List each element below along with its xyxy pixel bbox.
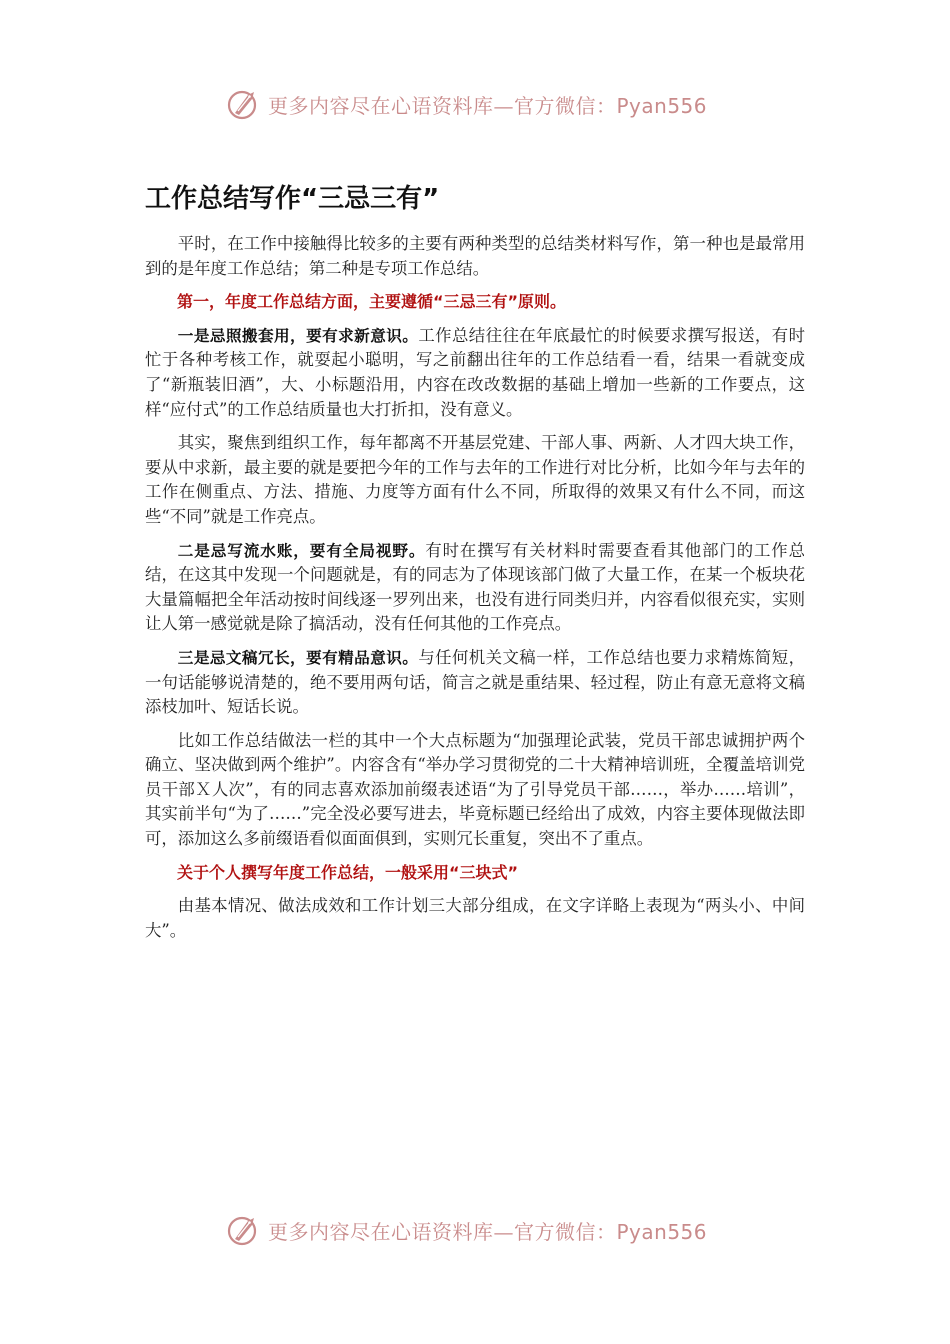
wechat-id: Pyan556 (616, 1219, 708, 1244)
rule-three-body: 与任何机关文稿一样，工作总结也要力求精炼简短，一句话能够说清楚的，绝不要用两句话，简言之就是重结果、轻过程，防止有意无意将文稿添枝加叶、短话长说。 (145, 647, 805, 717)
document-body (145, 232, 805, 952)
pen-nib-logo-icon (226, 86, 262, 122)
intro-paragraph: 平时，在工作中接触得比较多的主要有两种类型的总结类材料写作，第一种也是最常用到的是年度工作总结；第二种是专项工作总结。 (145, 234, 805, 278)
rule-one-body: 工作总结往往在年底最忙的时候要求撰写报送，有时忙于各种考核工作，就耍起小聪明，写之前翻出往年的工作总结看一看，结果一看就变成了“新瓶装旧酒”，大、小标题沿用，内容在改改数据的基础上增加一些新的工作要点，这样“应付式”的工作总结质量也大打折扣，没有意义。 (145, 325, 805, 419)
paragraph-example: 比如工作总结做法一栏的其中一个大点标题为“加强理论武装，党员干部忠诚拥护两个确立、坚决做到两个维护”。内容含有“举办学习贯彻党的二十大精神培训班，全覆盖培训党员干部Ｘ人次”，有的同志喜欢添加前缀表述语“为了引导党员干部……，举办……培训”，其实前半句“为了……”完全没必要写进去，毕竟标题已经给出了成效，内容主要体现做法即可，添加这么多前缀语看似面面俱到，实则冗长重复，突出不了重点。 (145, 730, 805, 849)
rule-one-lead: 一是忌照搬套用，要有求新意识。 (177, 326, 419, 345)
banner-label: 更多内容尽在心语资料库—官方微信： (268, 1219, 617, 1244)
paragraph-rule-one (145, 324, 805, 422)
document-title: 工作总结写作“三忌三有” (145, 184, 440, 214)
rule-three-lead: 三是忌文稿冗长，要有精品意识。 (177, 648, 419, 667)
banner-text (268, 90, 707, 119)
banner-label: 更多内容尽在心语资料库—官方微信： (268, 93, 617, 118)
paragraph-rule-two (145, 539, 805, 637)
pen-nib-logo-icon (226, 1212, 262, 1248)
section-heading-annual: 第一，年度工作总结方面，主要遵循“三忌三有”原则。 (177, 292, 567, 312)
section-heading-personal: 关于个人撰写年度工作总结，一般采用“三块式” (177, 862, 519, 882)
wechat-id: Pyan556 (616, 93, 708, 118)
paragraph-focus: 其实，聚焦到组织工作，每年都离不开基层党建、干部人事、两新、人才四大块工作，要从中求新，最主要的就是要把今年的工作与去年的工作进行对比分析，比如今年与去年的工作在侧重点、方法、措施、力度等方面有什么不同，所取得的效果又有什么不同，而这些“不同”就是工作亮点。 (145, 433, 805, 526)
banner-text (268, 1216, 707, 1245)
rule-two-body: 有时在撰写有关材料时需要查看其他部门的工作总结，在这其中发现一个问题就是，有的同志为了体现该部门做了大量工作，在某一个板块花大量篇幅把全年活动按时间线逐一罗列出来，也没有进行同类归并，内容看似很充实，实则让人第一感觉就是除了搞活动，没有任何其他的工作亮点。 (145, 540, 805, 634)
footer-watermark-banner (226, 1212, 746, 1248)
paragraph-three-blocks: 由基本情况、做法成效和工作计划三大部分组成，在文字详略上表现为“两头小、中间大”。 (145, 896, 805, 940)
rule-two-lead: 二是忌写流水账，要有全局视野。 (177, 541, 426, 560)
header-watermark-banner (226, 86, 746, 122)
paragraph-rule-three (145, 646, 805, 720)
